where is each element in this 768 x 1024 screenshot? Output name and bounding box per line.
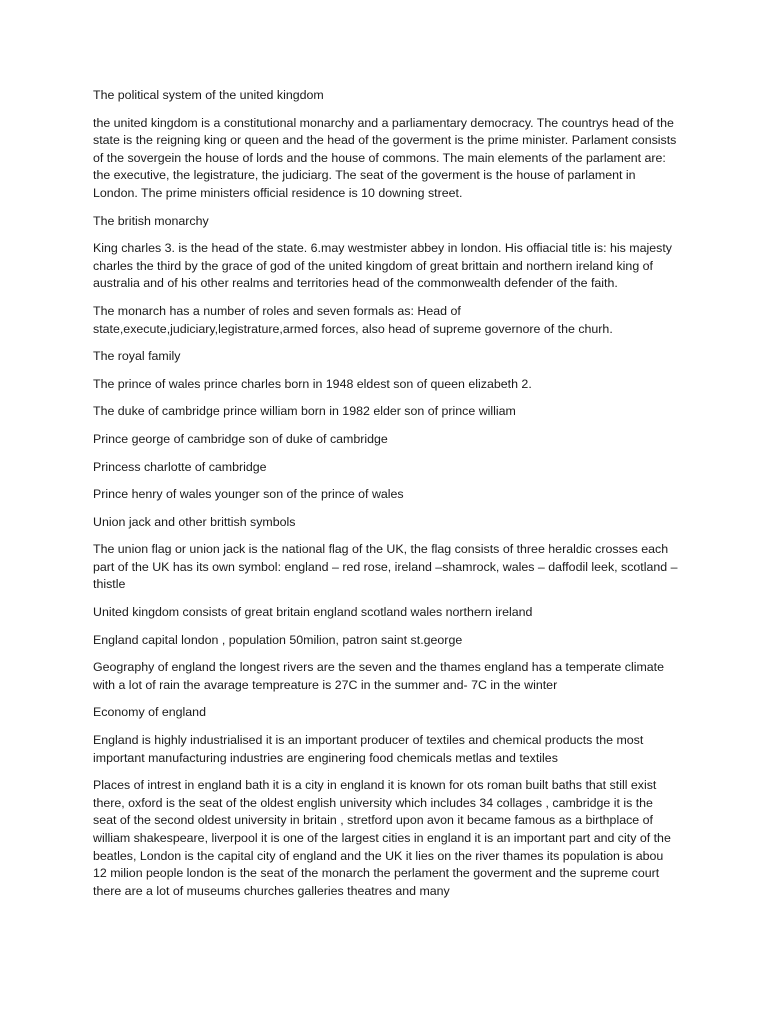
paragraph-duke-of-cambridge: The duke of cambridge prince william born in 1982 elder son of prince william: [93, 404, 516, 419]
paragraph-prince-of-wales: The prince of wales prince charles born in 1948 eldest son of queen elizabeth 2.: [93, 376, 532, 391]
paragraph-places-of-interest: Places of intrest in england bath it is a city in england it is known for ots roman built baths that still exist there, oxford is the seat of the oldest english university which includes 34 collages , cambridge it is the seat of the second oldest university in britain , stretford upon avon it became famous as a birthplace of william shakespeare, liverpool it is one of the largest cities in england it is an important part and city of the beatles, London is the capital city of england and the UK it lies on the river thames its population is abou 12 milion people london is the seat of the monarch the perlament the goverment and the supreme court there are a lot of museums churches galleries theatres and many: [93, 778, 671, 898]
paragraph-england-capital: England capital london , population 50milion, patron saint st.george: [93, 632, 463, 647]
paragraph-geography: Geography of england the longest rivers are the seven and the thames england has a temperate climate with a lot of rain the avarage tempreature is 27C in the summer and- 7C in the winter: [93, 660, 665, 692]
paragraph-prince-george: Prince george of cambridge son of duke of cambridge: [93, 431, 388, 446]
paragraph-uk-consists: United kingdom consists of great britain england scotland wales northern ireland: [93, 605, 533, 620]
paragraph-princess-charlotte: Princess charlotte of cambridge: [93, 459, 267, 474]
paragraph-prince-henry: Prince henry of wales younger son of the prince of wales: [93, 487, 404, 502]
paragraph-industrialised: England is highly industrialised it is an important producer of textiles and chemical products the most important manufacturing industries are enginering food chemicals metlas and textiles: [93, 733, 644, 765]
heading-economy: Economy of england: [93, 705, 206, 720]
heading-royal-family: The royal family: [93, 349, 181, 364]
heading-union-jack: Union jack and other brittish symbols: [93, 514, 296, 529]
document-body: [93, 87, 678, 910]
heading-british-monarchy: The british monarchy: [93, 213, 209, 228]
heading-political-system: The political system of the united kingdom: [93, 88, 324, 102]
paragraph-monarch-roles: The monarch has a number of roles and seven formals as: Head of state,execute,judiciary,legistrature,armed forces, also head of supreme governore of the churh.: [93, 303, 613, 336]
paragraph-uk-monarchy-democracy: the united kingdom is a constitutional monarchy and a parliamentary democracy. The countrys head of the state is the reigning king or queen and the head of the goverment is the prime minister. Parlament consists of the sovergein the house of lords and the house of commons. The main elements of the parlament are: the executive, the legistrature, the judiciarg. The seat of the goverment is the house of parlament in London. The prime ministers official residence is 10 downing street.: [93, 115, 677, 200]
paragraph-union-flag: The union flag or union jack is the national flag of the UK, the flag consists of three heraldic crosses each part of the UK has its own symbol: england – red rose, ireland –shamrock, wales – daffodil leek, scotland –thistle: [93, 542, 678, 592]
paragraph-king-charles: King charles 3. is the head of the state. 6.may westmister abbey in london. His offiacial title is: his majesty charles the third by the grace of god of the united kingdom of great brittain and northern ireland king of australia and of his other realms and territories head of the commonwealth defender of the faith.: [93, 241, 672, 291]
